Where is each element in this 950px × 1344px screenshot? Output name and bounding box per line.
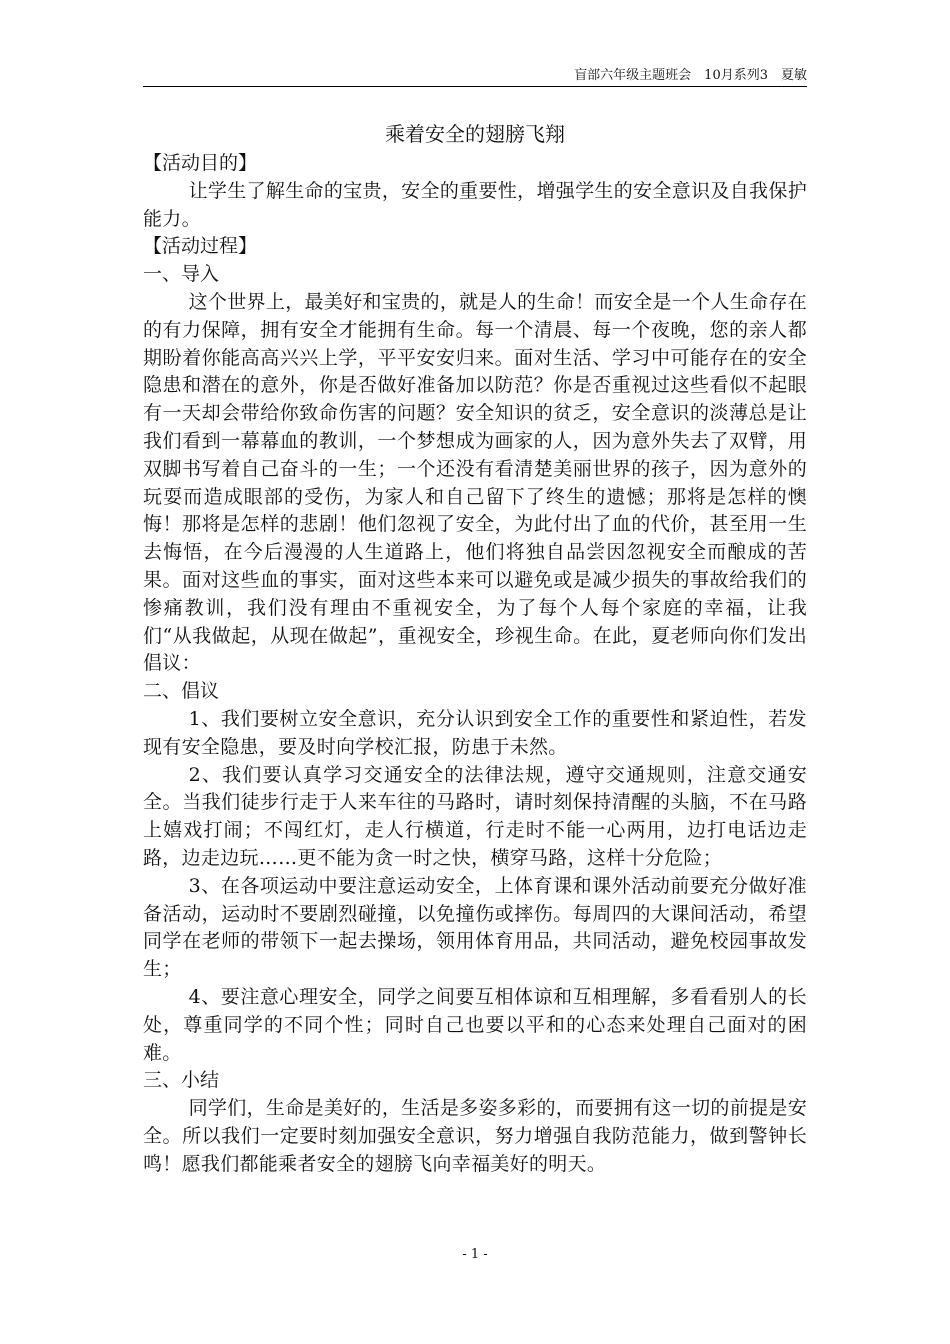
- process-label: 【活动过程】: [143, 235, 258, 258]
- document-title: 乘着安全的翅膀飞翔: [385, 122, 565, 146]
- page-header: 盲部六年级主题班会 10月系列3 夏敏: [574, 68, 807, 83]
- purpose-paragraph: 让学生了解生命的宝贵，安全的重要性，增强学生的安全意识及自我保护能力。: [143, 179, 807, 230]
- header-divider: [143, 86, 807, 87]
- intro-paragraph: 这个世界上，最美好和宝贵的，就是人的生命！而安全是一个人生命存在的有力保障，拥有安全才能拥有生命。每一个清晨、每一个夜晚，您的亲人都期盼着你能高高兴兴上学，平平安安归来。面对生活、学习中可能存在的安全隐患和潜在的意外，你是否做好准备加以防范？你是否重视过这些看似不起眼有一天却会带给你致命伤害的问题？安全知识的贫乏，安全意识的淡薄总是让我们看到一幕幕血的教训，一个梦想成为画家的人，因为意外失去了双臂，用双脚书写着自己奋斗的一生；一个还没有看清楚美丽世界的孩子，因为意外的玩耍而造成眼部的受伤，为家人和自己留下了终生的遗憾；那将是怎样的懊悔！那将是怎样的悲剧！他们忽视了安全，为此付出了血的代价，甚至用一生去悔悟，在今后漫漫的人生道路上，他们将独自品尝因忽视安全而酿成的苦果。面对这些血的事实，面对这些本来可以避免或是减少损失的事故给我们的惨痛教训，我们没有理由不重视安全，为了每个人每个家庭的幸福，让我们“从我做起，从现在做起”，重视安全，珍视生命。在此，夏老师向你们发出倡议：: [143, 290, 807, 675]
- purpose-label: 【活动目的】: [143, 152, 258, 174]
- proposal-item-2: 2、我们要认真学习交通安全的法律法规，遵守交通规则，注意交通安全。当我们徒步行走于人来车往的马路时，请时刻保持清醒的头脑，不在马路上嬉戏打闹；不闯红灯，走人行横道，行走时不能一心两用，边打电话边走路，边走边玩……更不能为贪一时之快，横穿马路，这样十分危险；: [143, 763, 807, 869]
- page-number: - 1 -: [462, 1247, 488, 1262]
- document-body: [143, 118, 807, 1178]
- proposal-item-1: 1、我们要树立安全意识，充分认识到安全工作的重要性和紧迫性，若发现有安全隐患，要及时向学校汇报，防患于未然。: [143, 707, 807, 758]
- proposal-item-4: 4、要注意心理安全，同学之间要互相体谅和互相理解，多看看别人的长处，尊重同学的不同个性；同时自己也要以平和的心态来处理自己面对的困难。: [143, 985, 807, 1064]
- proposal-heading: 二、倡议: [143, 680, 220, 703]
- summary-heading: 三、小结: [143, 1069, 220, 1092]
- intro-heading: 一、导入: [143, 263, 220, 286]
- proposal-item-3: 3、在各项运动中要注意运动安全，上体育课和课外活动前要充分做好准备活动，运动时不要剧烈碰撞，以免撞伤或摔伤。每周四的大课间活动，希望同学在老师的带领下一起去操场，领用体育用品，共同活动，避免校园事故发生；: [143, 874, 807, 981]
- summary-paragraph: 同学们，生命是美好的，生活是多姿多彩的，而要拥有这一切的前提是安全。所以我们一定要时刻加强安全意识，努力增强自我防范能力，做到警钟长鸣！愿我们都能乘者安全的翅膀飞向幸福美好的明天。: [143, 1097, 807, 1175]
